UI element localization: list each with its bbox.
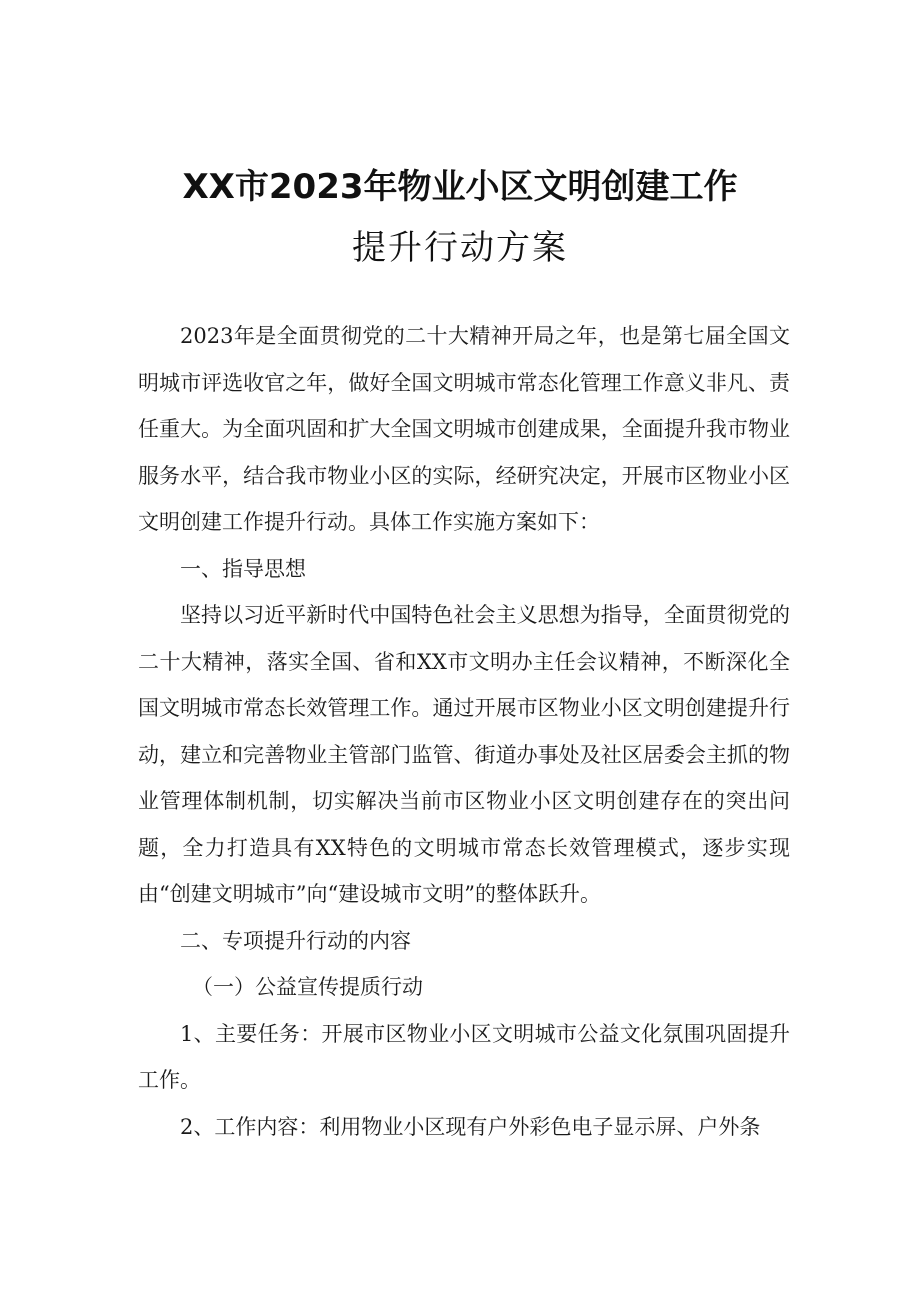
item1-paragraph: 1、主要任务：开展市区物业小区文明城市公益文化氛围巩固提升工作。 <box>138 1021 790 1092</box>
subsection1-heading: （一）公益宣传提质行动 <box>192 975 423 999</box>
section2-heading: 二、专项提升行动的内容 <box>180 928 411 953</box>
section1-paragraph: 坚持以习近平新时代中国特色社会主义思想为指导，全面贯彻党的二十大精神，落实全国、省和XX市文明办主任会议精神，不断深化全国文明城市常态长效管理工作。通过开展市区物业小区文明创建提升行动，建立和完善物业主管部门监管、街道办事处及社区居委会主抓的物业管理体制机制，切实解决当前市区物业小区文明创建存在的突出问题，全力打造具有XX特色的文明城市常态长效管理模式，逐步实现由“创建文明城市”向“建设城市文明”的整体跃升。 <box>138 603 790 906</box>
item2-paragraph: 2、工作内容：利用物业小区现有户外彩色电子显示屏、户外条 <box>180 1114 761 1139</box>
section1-heading: 一、指导思想 <box>180 556 306 581</box>
document-body <box>138 313 790 1150</box>
document-title-line1: XX市2023年物业小区文明创建工作 <box>182 167 738 207</box>
document-title-line2: 提升行动方案 <box>352 228 568 268</box>
intro-paragraph: 2023年是全面贯彻党的二十大精神开局之年，也是第七届全国文明城市评选收官之年，做好全国文明城市常态化管理工作意义非凡、责任重大。为全面巩固和扩大全国文明城市创建成果，全面提升我市物业服务水平，结合我市物业小区的实际，经研究决定，开展市区物业小区文明创建工作提升行动。具体工作实施方案如下： <box>138 324 790 534</box>
